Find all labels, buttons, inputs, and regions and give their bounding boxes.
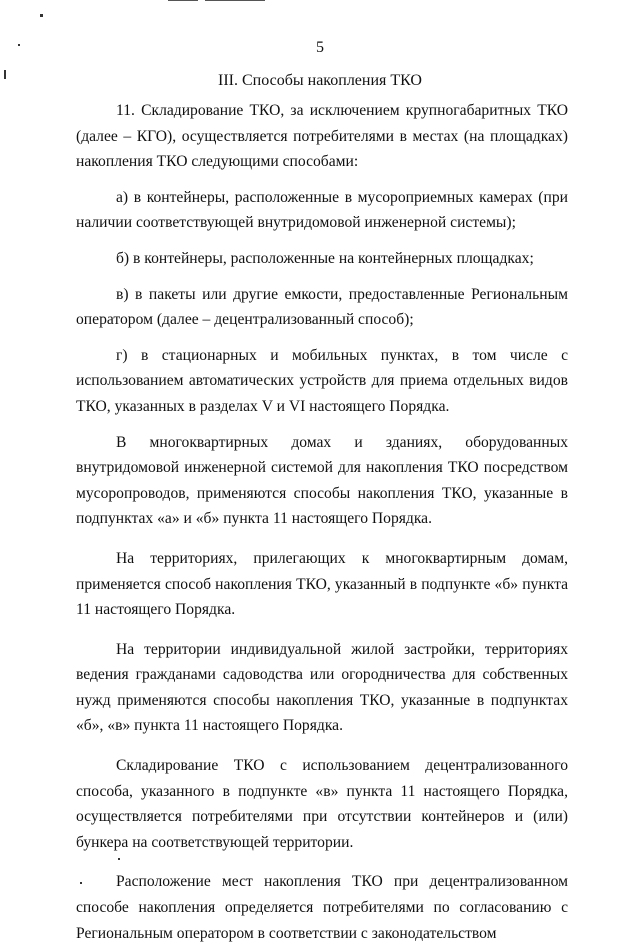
paragraph-individual-housing: На территории индивидуальной жилой застройки, территориях ведения гражданами садоводства или огородничества для собственных нужд применяются способы накопления ТКО, указанные в подпунктах «б», «в» пункта 11 настоящего Порядка.	[76, 640, 568, 735]
paragraph-subitem-a: а) в контейнеры, расположенные в мусороприемных камерах (при наличии соответствующей внутридомовой инженерной системы);	[76, 188, 568, 232]
paragraph-subitem-v: в) в пакеты или другие емкости, предоставленные Региональным оператором (далее – децентрализованный способ);	[76, 285, 568, 329]
paragraph-apartment-buildings: В многоквартирных домах и зданиях, оборудованных внутридомовой инженерной системой для накопления ТКО посредством мусоропроводов, применяются способы накопления ТКО, указанные в подпунктах «а» и «б» пункта 11 настоящего Порядка.	[76, 433, 568, 528]
scan-artifact-line	[168, 0, 198, 1]
paragraph-item-11: 11. Складирование ТКО, за исключением крупногабаритных ТКО (далее – КГО), осуществляется потребителями в местах (на площадках) накопления ТКО следующими способами:	[76, 102, 568, 171]
paragraph-adjacent-territories: На территориях, прилегающих к многоквартирным домам, применяется способ накопления ТКО, указанный в подпункте «б» пункта 11 настоящего Порядка.	[76, 549, 568, 619]
scan-artifact-dot	[40, 14, 43, 17]
paragraph-decentralized-storage: Складирование ТКО с использованием децентрализованного способа, указанного в подпункте «в» пункта 11 настоящего Порядка, осуществляется потребителями при отсутствии контейнеров и (или) бункера на соответствующей территории.	[76, 757, 568, 851]
paragraph-subitem-b: б) в контейнеры, расположенные на контейнерных площадках;	[116, 249, 534, 267]
scan-artifact-line	[205, 0, 265, 1]
paragraph-subitem-g: г) в стационарных и мобильных пунктах, в том числе с использованием автоматических устройств для приема отдельных видов ТКО, указанных в разделах V и VI настоящего Порядка.	[76, 346, 568, 415]
paragraph-location-agreement: Расположение мест накопления ТКО при децентрализованном способе накопления определяется потребителями по согласованию с Региональным оператором в соответствии с законодательством	[76, 873, 568, 942]
section-title: III. Способы накопления ТКО	[218, 72, 422, 89]
page-number: 5	[316, 39, 324, 56]
document-body	[76, 98, 568, 946]
